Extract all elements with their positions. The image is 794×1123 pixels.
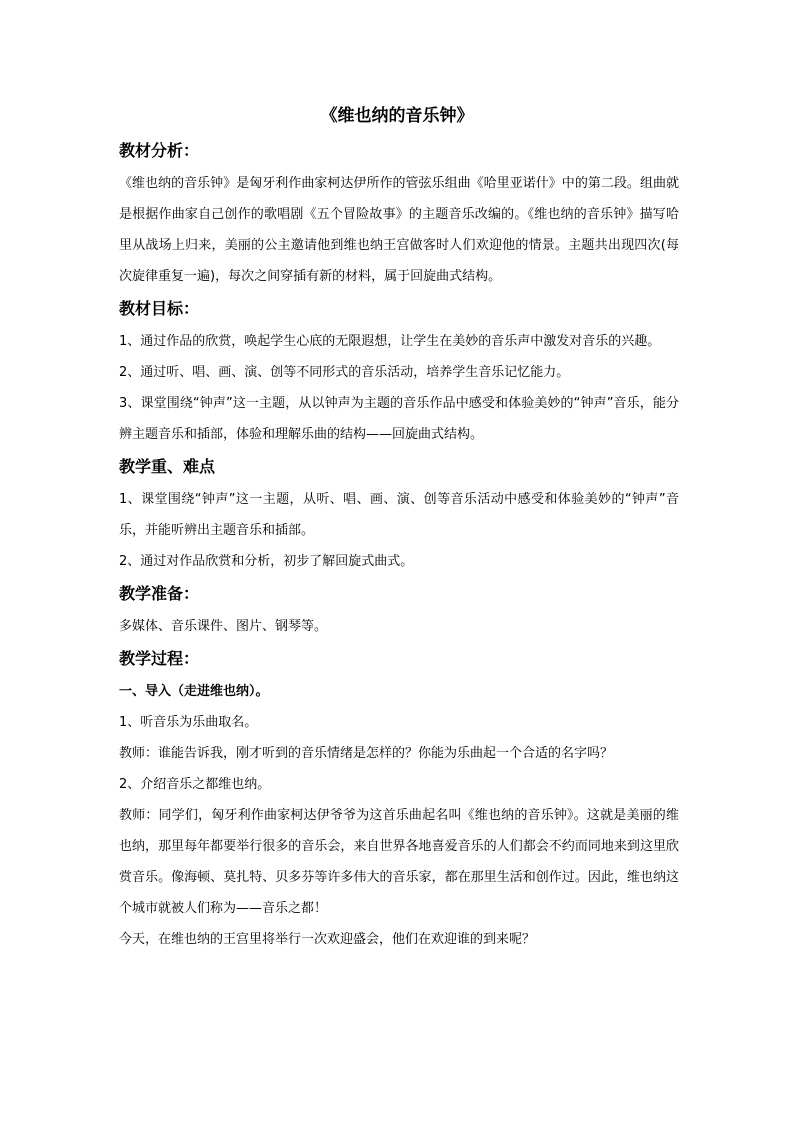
process-subheading: 一、导入（走进维也纳）。 (119, 684, 269, 699)
key-point-item: 1、课堂围绕“钟声”这一主题，从听、唱、画、演、创等音乐活动中感受和体验美妙的“钟声”音乐，并能听辨出主题音乐和插部。 (119, 492, 679, 538)
section-heading-analysis: 教材分析： (119, 141, 200, 160)
process-item: 2、介绍音乐之都维也纳。 (119, 777, 271, 792)
process-item: 教师：谁能告诉我，刚才听到的音乐情绪是怎样的？你能为乐曲起一个合适的名字吗？ (119, 746, 614, 761)
process-item: 今天，在维也纳的王宫里将举行一次欢迎盛会，他们在欢迎谁的到来呢？ (119, 932, 536, 947)
document-title: 《维也纳的音乐钟》 (320, 106, 474, 126)
goal-item: 1、通过作品的欣赏，唤起学生心底的无限遐想，让学生在美妙的音乐声中激发对音乐的兴趣。 (119, 334, 661, 349)
analysis-paragraph: 《维也纳的音乐钟》是匈牙利作曲家柯达伊所作的管弦乐组曲《哈里亚诺什》中的第二段。组曲就是根据作曲家自己创作的歌唱剧《五个冒险故事》的主题音乐改编的。《维也纳的音乐钟》描写哈里从战场上归来，美丽的公主邀请他到维也纳王宫做客时人们欢迎他的情景。主题共出现四次(每次旋律重复一遍)，每次之间穿插有新的材料，属于回旋曲式结构。 (119, 176, 679, 284)
process-item: 教师：同学们，匈牙利作曲家柯达伊爷爷为这首乐曲起名叫《维也纳的音乐钟》。这就是美丽的维也纳，那里每年都要举行很多的音乐会，来自世界各地喜爱音乐的人们都会不约而同地来到这里欣赏音乐。像海顿、莫扎特、贝多芬等许多伟大的音乐家，都在那里生活和创作过。因此，维也纳这个城市就被人们称为——音乐之都！ (119, 808, 679, 916)
section-heading-goals: 教材目标： (119, 299, 200, 318)
document-page (119, 98, 679, 955)
goal-item: 3、课堂围绕“钟声”这一主题，从以钟声为主题的音乐作品中感受和体验美妙的“钟声”音乐，能分辨主题音乐和插部，体验和理解乐曲的结构——回旋曲式结构。 (119, 396, 679, 442)
goal-item: 2、通过听、唱、画、演、创等不同形式的音乐活动，培养学生音乐记忆能力。 (119, 365, 570, 380)
section-heading-preparation: 教学准备： (119, 584, 200, 603)
key-point-item: 2、通过对作品欣赏和分析，初步了解回旋式曲式。 (119, 554, 414, 569)
section-heading-process: 教学过程： (119, 649, 200, 668)
section-heading-key-points: 教学重、难点 (119, 457, 216, 476)
process-item: 1、听音乐为乐曲取名。 (119, 715, 258, 730)
preparation-paragraph: 多媒体、音乐课件、图片、钢琴等。 (119, 619, 328, 634)
